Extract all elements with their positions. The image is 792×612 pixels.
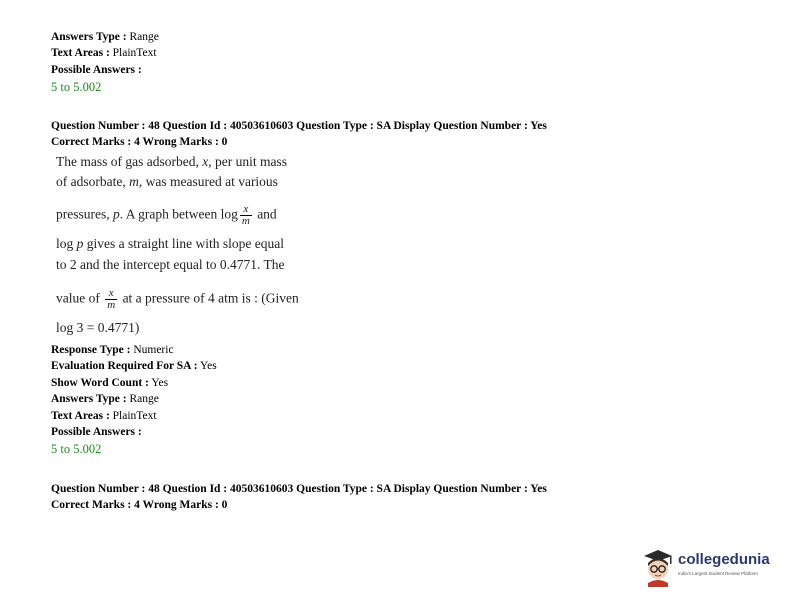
question-text-line-7: log 3 = 0.4771) (56, 320, 140, 335)
answers-type-value: Range (126, 31, 159, 43)
text-areas-row: Text Areas : PlainText (51, 410, 157, 422)
possible-answer-value: 5 to 5.002 (51, 80, 102, 94)
question-text-line-6: value of $\frac{x}{m}$ at a pressure of 4 atm is : (Given (56, 287, 299, 311)
answers-type-row: Answers Type : Range (51, 393, 159, 405)
logo-tagline: India's Largest Student Review Platform (678, 571, 758, 576)
answers-type-row (51, 29, 159, 45)
question-header: Question Number : 48 Question Id : 40503610603 Question Type : SA Display Question Number : Yes (51, 120, 547, 132)
question-marks: Correct Marks : 4 Wrong Marks : 0 (51, 136, 228, 148)
fraction-x-over-m: $\frac{x}{m}$ (241, 203, 250, 227)
question-text-line-1: The mass of gas adsorbed, x, per unit mass (56, 154, 287, 169)
question-text-line-3: pressures, p. A graph between log $\frac{x}{m}$ and (56, 203, 277, 227)
possible-answer-value: 5 to 5.002 (51, 442, 102, 456)
question-marks: Correct Marks : 4 Wrong Marks : 0 (51, 499, 228, 511)
logo-wordmark: collegedunia (678, 551, 770, 568)
text-areas-row (51, 45, 157, 61)
text-areas-label: Text Areas : (51, 47, 110, 59)
question-text-line-2: of adsorbate, m, was measured at various (56, 174, 278, 189)
evaluation-required-row: Evaluation Required For SA : Yes (51, 360, 217, 372)
text-areas-value: PlainText (109, 47, 157, 59)
student-mascot-icon (640, 547, 676, 587)
possible-answers-row (51, 62, 142, 78)
question-header: Question Number : 48 Question Id : 40503610603 Question Type : SA Display Question Number : Yes (51, 483, 547, 495)
answers-type-label: Answers Type : (51, 31, 127, 43)
show-word-count-row: Show Word Count : Yes (51, 377, 169, 389)
possible-answers-label: Possible Answers : (51, 64, 142, 76)
response-type-row: Response Type : Numeric (51, 344, 174, 356)
fraction-x-over-m: $\frac{x}{m}$ (107, 287, 116, 311)
question-text-line-5: to 2 and the intercept equal to 0.4771. The (56, 257, 285, 272)
collegedunia-logo (640, 547, 785, 587)
possible-answers-row: Possible Answers : (51, 426, 142, 438)
question-text-line-4: log p gives a straight line with slope equal (56, 236, 284, 251)
